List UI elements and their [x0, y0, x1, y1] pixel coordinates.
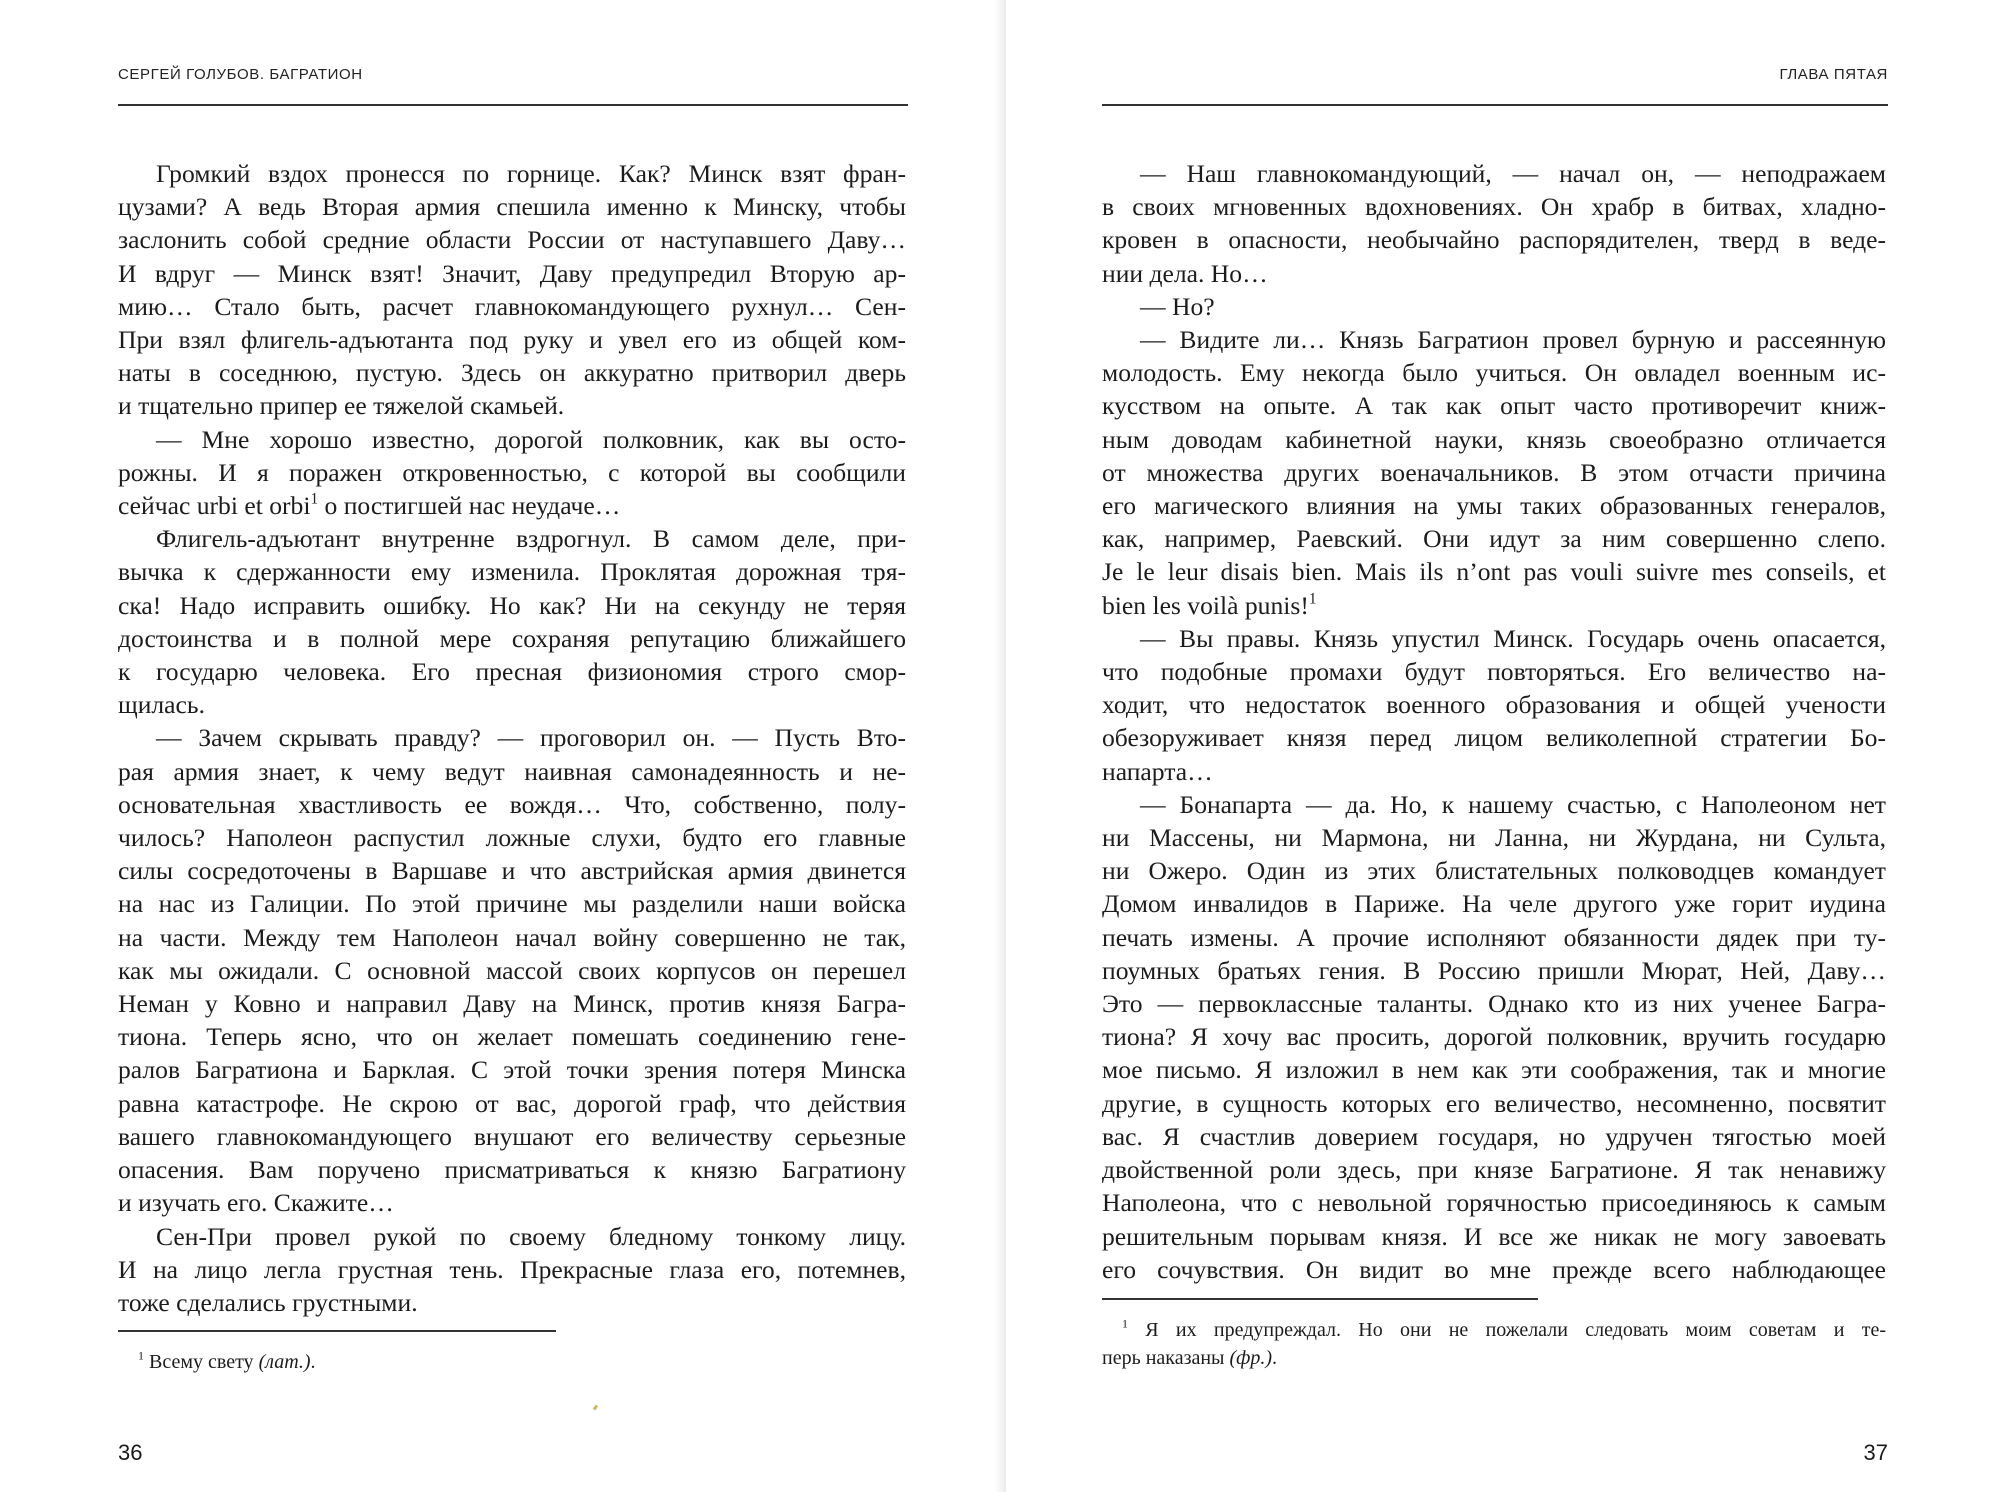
text-line: ни Массены, ни Мармона, ни Ланна, ни Журдана, ни Сульта,: [1102, 823, 1886, 853]
text-line: — Зачем скрывать правду? — проговорил он. — Пусть Вто-: [156, 723, 906, 753]
text-line: Неман у Ковно и направил Даву на Минск, против князя Багра-: [118, 989, 906, 1019]
text-line: чилось? Наполеон распустил ложные слухи, будто его главные: [118, 823, 906, 853]
right-page: [1006, 0, 2000, 1492]
footnote-rule: [1102, 1298, 1538, 1300]
text-line: опасения. Вам поручено присматриваться к князю Багратиону: [118, 1155, 906, 1185]
text-line: на нас из Галиции. По этой причине мы разделили наши войска: [118, 889, 906, 919]
paper-speck: [593, 1405, 598, 1411]
footnote-mark: 1: [138, 1348, 144, 1363]
running-head-chapter: ГЛАВА ПЯТАЯ: [1779, 66, 1888, 83]
text-line: вашего главнокомандующего внушают его величеству серьезные: [118, 1121, 906, 1151]
text-line: мию… Стало быть, расчет главнокомандующего рухнул… Сен-: [118, 291, 906, 321]
text-line: Флигель-адъютант внутренне вздрогнул. В самом деле, при-: [156, 524, 906, 554]
text-line: Сен-При провел рукой по своему бледному тонкому лицу.: [156, 1221, 906, 1251]
left-footnote: $^1$ Всему свету (лат.).: [138, 1348, 316, 1373]
running-head-author-title: СЕРГЕЙ ГОЛУБОВ. БАГРАТИОН: [118, 66, 363, 83]
text-line: тиона. Теперь ясно, что он желает помешать соединению гене-: [118, 1022, 906, 1052]
text-line: обезоруживает князя перед лицом великолепной стратегии Бо-: [1102, 723, 1886, 753]
text-line: И вдруг — Минск взят! Значит, Даву предупредил Вторую ар-: [118, 258, 906, 288]
text-line: напарта…: [1102, 756, 1213, 786]
text-line: и тщательно припер ее тяжелой скамьей.: [118, 391, 565, 421]
text-line: двойственной роли здесь, при князе Багратионе. Я так ненавижу: [1102, 1155, 1886, 1185]
text-line: как мы ожидали. С основной массой своих корпусов он перешел: [118, 955, 906, 985]
text-line: ска! Надо исправить ошибку. Но как? Ни на секунду не теряя: [118, 590, 906, 620]
text-line: заслонить собой средние области России от наступавшего Даву…: [118, 225, 906, 255]
text-line: как, например, Раевский. Они идут за ним совершенно слепо.: [1102, 524, 1886, 554]
text-line: рая армия знает, к чему ведут наивная самонадеянность и не-: [118, 756, 906, 786]
text-line: силы сосредоточены в Варшаве и что австрийская армия двинется: [118, 856, 906, 886]
text-line: — Наш главнокомандующий, — начал он, — неподражаем: [1140, 159, 1886, 188]
text-line: его магического влияния на умы таких образованных генералов,: [1102, 491, 1886, 521]
footnote-reference[interactable]: 1: [1308, 589, 1317, 607]
text-line: наты в соседнюю, пустую. Здесь он аккуратно притворил дверь: [118, 358, 906, 388]
text-line: от множества других военачальников. В этом отчасти причина: [1102, 457, 1886, 487]
text-line: Наполеона, что с невольной горячностью присоединяюсь к самым: [1102, 1188, 1886, 1218]
text-line: что подобные промахи будут повторяться. Его величество на-: [1102, 657, 1886, 687]
text-line: Je le leur disais bien. Mais ils n’ont pas vouli suivre mes conseils, et: [1102, 557, 1886, 587]
text-line: в своих мгновенных вдохновениях. Он храбр в битвах, хладно-: [1102, 192, 1886, 222]
footnote-mark: 1: [1122, 1316, 1128, 1331]
text-line: щилась.: [118, 690, 205, 720]
text-line: мое письмо. Я изложил в нем как эти соображения, так и многие: [1102, 1055, 1886, 1085]
text-line: ни Ожеро. Один из этих блистательных полководцев командует: [1102, 856, 1886, 886]
text-line: При взял флигель-адъютанта под руку и увел его из общей ком-: [118, 325, 906, 355]
text-line-with-note: сейчас urbi et orbi$^1$ о постигшей нас неудаче…: [118, 490, 621, 521]
text-line: печать измены. А прочие исполняют обязанности дядек при ту-: [1102, 922, 1886, 952]
header-rule: [118, 104, 908, 106]
text-line: тиона? Я хочу вас просить, дорогой полковник, вручить государю: [1102, 1022, 1886, 1052]
text-line: — Видите ли… Князь Багратион провел бурную и рассеянную: [1140, 325, 1886, 355]
text-line: решительным порывам князя. И все же никак не могу завоевать: [1102, 1221, 1886, 1251]
text-line: Громкий вздох пронесся по горнице. Как? Минск взят фран-: [156, 159, 906, 188]
text-line: рожны. И я поражен откровенностью, с которой вы сообщили: [118, 457, 906, 487]
text-line: Это — первоклассные таланты. Однако кто из них ученее Багра-: [1102, 989, 1886, 1019]
text-line: на части. Между тем Наполеон начал войну совершенно не так,: [118, 922, 906, 952]
text-line: вычка к сдержанности ему изменила. Проклятая дорожная тря-: [118, 557, 906, 587]
right-footnote: $^1$ Я их предупреждал. Но они не пожелали следовать моим советам и те- перь наказаны (фр.).: [1102, 1316, 1886, 1369]
text-line: кусством на опыте. А так как опыт часто противоречит книж-: [1102, 391, 1886, 421]
text-line: — Мне хорошо известно, дорогой полковник, как вы осто-: [156, 424, 906, 454]
text-line: другие, в сущность которых его величество, несомненно, посвятит: [1102, 1088, 1886, 1118]
text-line: молодость. Ему некогда было учиться. Он овладел военным ис-: [1102, 358, 1886, 388]
text-line-with-note: bien les voilà punis!$^1$: [1102, 589, 1317, 620]
right-body-text: [1102, 157, 1886, 1286]
page-number-right: 37: [1863, 1440, 1888, 1465]
text-line: вас. Я счастлив доверием государя, но удручен тягостью моей: [1102, 1121, 1886, 1151]
text-line: цузами? А ведь Вторая армия спешила именно к Минску, чтобы: [118, 192, 906, 222]
text-line: ным доводам кабинетной науки, князь своеобразно отличается: [1102, 424, 1886, 454]
text-line: — Но?: [1140, 291, 1215, 321]
text-line: — Бонапарта — да. Но, к нашему счастью, с Наполеоном нет: [1140, 789, 1886, 819]
text-line: кровен в опасности, необычайно распорядителен, тверд в веде-: [1102, 225, 1886, 255]
text-line: основательная хвастливость ее вождя… Что, собственно, полу-: [118, 789, 906, 819]
text-line: И на лицо легла грустная тень. Прекрасные глаза его, потемнев,: [118, 1254, 906, 1284]
text-line: и изучать его. Скажите…: [118, 1188, 394, 1218]
text-line: его сочувствия. Он видит во мне прежде всего наблюдающее: [1102, 1254, 1886, 1284]
text-line: — Вы правы. Князь упустил Минск. Государь очень опасается,: [1140, 623, 1886, 653]
text-line: ралов Багратиона и Барклая. С этой точки зрения потеря Минска: [118, 1055, 906, 1085]
left-body-text: [118, 157, 906, 1319]
footnote-reference[interactable]: 1: [310, 490, 319, 508]
text-line: равна катастрофе. Не скрою от вас, дорогой граф, что действия: [118, 1088, 906, 1118]
text-line: тоже сделались грустными.: [118, 1287, 418, 1317]
page-number-left: 36: [118, 1440, 143, 1465]
text-line: к государю человека. Его пресная физиономия строго смор-: [118, 657, 906, 687]
text-line: нии дела. Но…: [1102, 258, 1268, 288]
text-line: достоинства и в полной мере сохраняя репутацию ближайшего: [118, 623, 906, 653]
text-line: поумных братьях гения. В Россию пришли Мюрат, Ней, Даву…: [1102, 955, 1886, 985]
text-line: Домом инвалидов в Париже. На челе другого уже горит иудина: [1102, 889, 1886, 919]
footnote-rule: [118, 1330, 556, 1332]
text-line: ходит, что недостаток военного образования и общей учености: [1102, 690, 1886, 720]
header-rule: [1102, 104, 1888, 106]
